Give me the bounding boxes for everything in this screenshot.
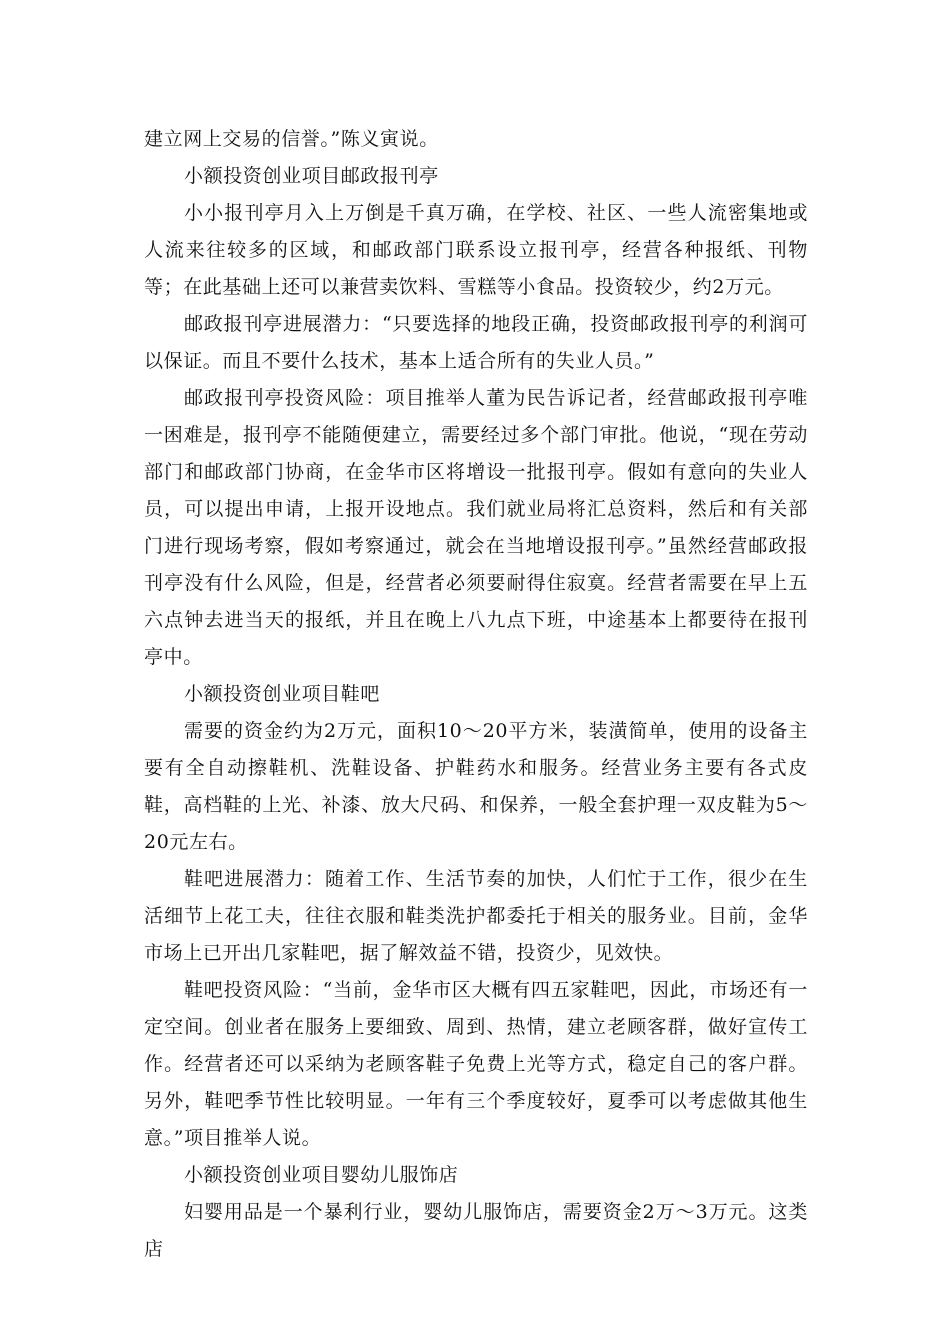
paragraph-shoe-bar-potential: 鞋吧进展潜力：随着工作、生活节奏的加快，人们忙于工作，很少在生活细节上花工夫，往往衣服和鞋类洗护都委托于相关的服务业。目前，金华市场上已开出几家鞋吧，据了解效益不错，投资少，见效快。 [144,868,808,964]
section-heading-shoe-bar: 小额投资创业项目鞋吧 [184,683,381,705]
paragraph-continuation: 建立网上交易的信誉。”陈义寅说。 [144,128,439,150]
document-body [144,121,808,1268]
paragraph-newsstand-potential: 邮政报刊亭进展潜力：“只要选择的地段正确，投资邮政报刊亭的利润可以保证。而且不要什么技术，基本上适合所有的失业人员。” [144,313,808,372]
paragraph-shoe-bar-risk: 鞋吧投资风险：“当前，金华市区大概有四五家鞋吧，因此，市场还有一定空间。创业者在服务上要细致、周到、热情，建立老顾客群，做好宣传工作。经营者还可以采纳为老顾客鞋子免费上光等方式，稳定自己的客户群。另外，鞋吧季节性比较明显。一年有三个季度较好，夏季可以考虑做其他生意。”项目推举人说。 [144,979,808,1149]
paragraph-newsstand-intro: 小小报刊亭月入上万倒是千真万确，在学校、社区、一些人流密集地或人流来往较多的区域，和邮政部门联系设立报刊亭，经营各种报纸、刊物等；在此基础上还可以兼营卖饮料、雪糕等小食品。投资较少，约2万元。 [144,202,808,298]
section-heading-newsstand: 小额投资创业项目邮政报刊亭 [184,165,439,187]
paragraph-shoe-bar-intro: 需要的资金约为2万元，面积10～20平方米，装潢简单，使用的设备主要有全自动擦鞋机、洗鞋设备、护鞋药水和服务。经营业务主要有各式皮鞋，高档鞋的上光、补漆、放大尺码、和保养，一般全套护理一双皮鞋为5～20元左右。 [144,720,808,853]
paragraph-newsstand-risk: 邮政报刊亭投资风险：项目推举人董为民告诉记者，经营邮政报刊亭唯一困难是，报刊亭不能随便建立，需要经过多个部门审批。他说，“现在劳动部门和邮政部门协商，在金华市区将增设一批报刊亭。假如有意向的失业人员，可以提出申请，上报开设地点。我们就业局将汇总资料，然后和有关部门进行现场考察，假如考察通过，就会在当地增设报刊亭。”虽然经营邮政报刊亭没有什么风险，但是，经营者必须要耐得住寂寞。经营者需要在早上五六点钟去进当天的报纸，并且在晚上八九点下班，中途基本上都要待在报刊亭中。 [144,387,808,668]
section-heading-baby-clothing: 小额投资创业项目婴幼儿服饰店 [184,1164,459,1186]
paragraph-baby-clothing-intro: 妇婴用品是一个暴利行业，婴幼儿服饰店，需要资金2万～3万元。这类店 [144,1201,808,1260]
